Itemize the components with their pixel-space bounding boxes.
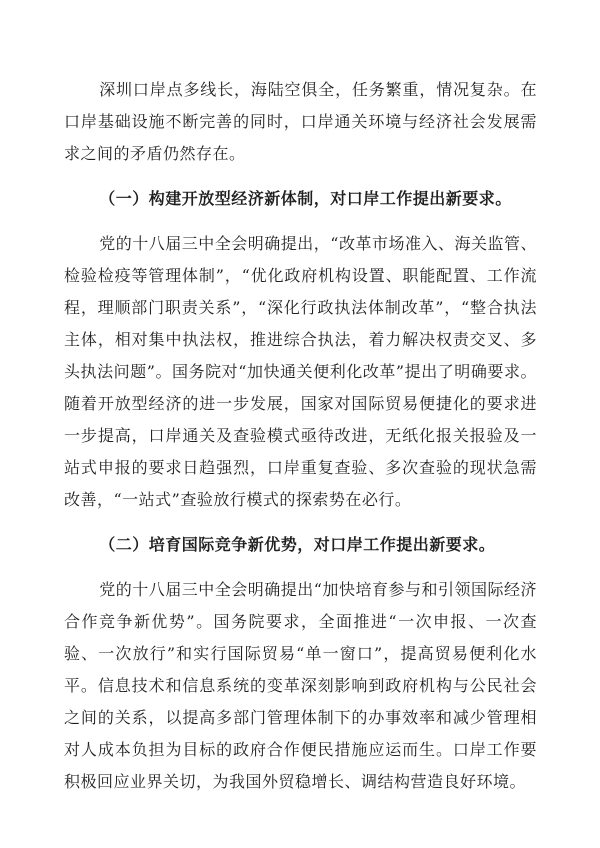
heading-section-2: （二）培育国际竞争新优势，对口岸工作提出新要求。 [99,535,496,554]
paragraph-port-overview: 深圳口岸点多线长，海陆空俱全，任务繁重，情况复杂。在口岸基础设施不断完善的同时，口岸通关环境与经济社会发展需求之间的矛盾仍然存在。 [64,80,537,163]
paragraph-section-1-body: 党的十八届三中全会明确提出，“改革市场准入、海关监管、检验检疫等管理体制”，“优化政府机构设置、职能配置、工作流程，理顺部门职责关系”，“深化行政执法体制改革”，“整合执法主体，相对集中执法权，推进综合执法，着力解决权责交叉、多头执法问题”。国务院对“加快通关便利化改革”提出了明确要求。随着开放型经济的进一步发展，国家对国际贸易便捷化的要求进一步提高，口岸通关及查验模式亟待改进，无纸化报关报验及一站式申报的要求日趋强烈，口岸重复查验、多次查验的现状急需改善，“一站式”查验放行模式的探索势在必行。 [64,234,537,509]
paragraph-section-2-body: 党的十八届三中全会明确提出“加快培育参与和引领国际经济合作竞争新优势”。国务院要求，全面推进“一次申报、一次查验、一次放行”和实行国际贸易“单一窗口”，提高贸易便利化水平。信息技术和信息系统的变革深刻影响到政府机构与公民社会之间的关系，以提高多部门管理体制下的办事效率和减少管理相对人成本负担为目标的政府合作便民措施应运而生。口岸工作要积极回应业界关切，为我国外贸稳增长、调结构营造良好环境。 [64,580,537,791]
heading-section-1: （一）构建开放型经济新体制，对口岸工作提出新要求。 [99,189,512,208]
